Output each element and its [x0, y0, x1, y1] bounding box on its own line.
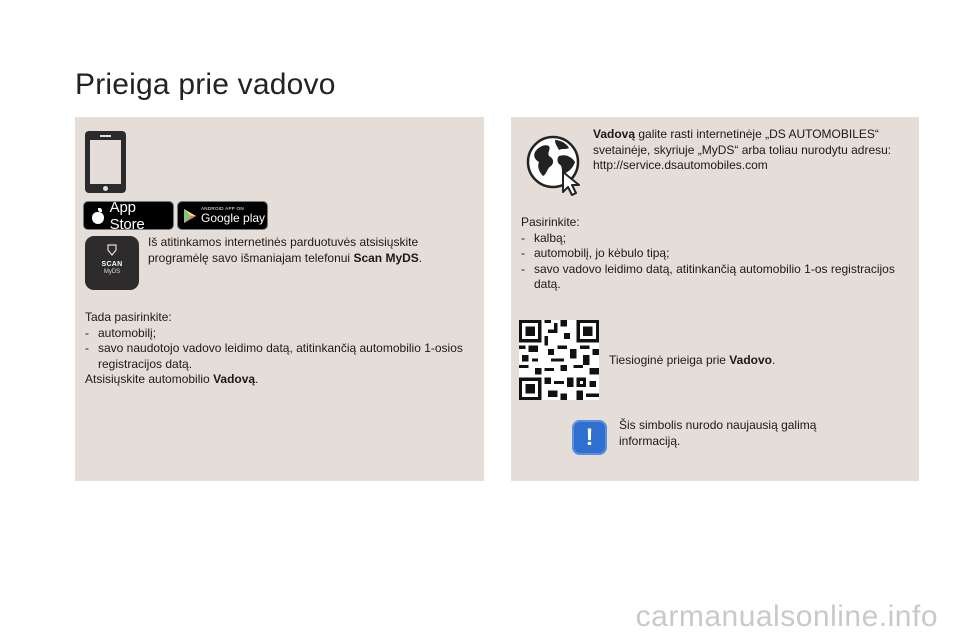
smartphone-icon: [85, 131, 126, 193]
exclamation-info-icon: !: [572, 420, 607, 455]
select-label: Pasirinkite:: [521, 215, 580, 229]
then-select-list: [85, 326, 480, 373]
google-play-icon: [184, 209, 196, 223]
list-item: - automobilį;: [85, 326, 480, 342]
list-item: - savo naudotojo vadovo leidimo datą, atitinkančią automobilio 1-osios registracijos datą.: [85, 341, 480, 372]
download-instruction: Atsisiųskite automobilio Vadovą.: [85, 372, 259, 386]
globe-cursor-icon: [525, 134, 587, 196]
select-list: [521, 231, 911, 293]
google-play-subtitle: ANDROID APP ON: [201, 205, 244, 211]
web-url[interactable]: http://service.dsautomobiles.com: [593, 158, 768, 172]
scan-app-line2: MyDS: [103, 269, 121, 275]
qr-code-icon[interactable]: [519, 320, 599, 400]
then-select-label: Tada pasirinkite:: [85, 310, 172, 324]
direct-access-text: Tiesioginė prieiga prie Vadovo.: [609, 353, 776, 367]
web-access-panel: [511, 117, 919, 481]
scan-app-line1: SCAN: [101, 261, 123, 268]
google-play-label: Google play: [201, 211, 266, 226]
app-store-badge[interactable]: [83, 198, 174, 233]
install-instruction: Iš atitinkamos internetinės parduotuvės atsisiųskite programėlę savo išmaniajam telefonui Scan MyDS.: [148, 235, 423, 265]
app-access-panel: [75, 117, 484, 481]
page-title: Prieiga prie vadovo: [75, 68, 336, 101]
select-block: [521, 215, 911, 293]
watermark: carmanualsonline.info: [635, 600, 938, 633]
list-item: - kalbą;: [521, 231, 911, 247]
web-instruction: Vadovą galite rasti internetinėje „DS AUTOMOBILES“ svetainėje, skyriuje „MyDS“ arba toliau nurodytu adresu: http://service.dsautomobiles.com: [593, 127, 892, 172]
then-select-block: [85, 310, 480, 388]
apple-logo-icon: [91, 208, 105, 224]
scan-myds-app-icon: [85, 236, 139, 290]
app-store-label: App Store: [109, 198, 145, 233]
list-item: - automobilį, jo kėbulo tipą;: [521, 246, 911, 262]
google-play-badge[interactable]: [177, 201, 268, 230]
info-symbol-text: Šis simbolis nurodo naujausią galimą informaciją.: [619, 418, 817, 448]
ds-logo-icon: [106, 244, 118, 256]
list-item: - savo vadovo leidimo datą, atitinkančią automobilio 1-os registracijos datą.: [521, 262, 911, 293]
